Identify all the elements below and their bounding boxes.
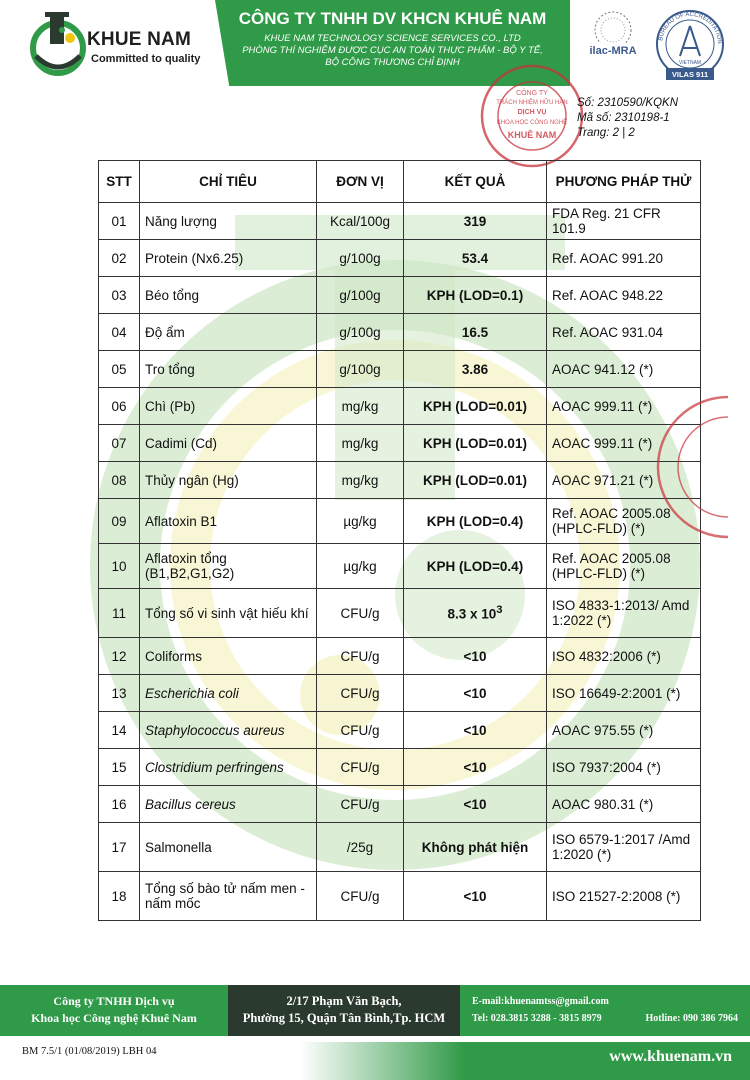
cell-stt: 01 [99, 203, 140, 240]
sample-code: Mã số: 2310198-1 [577, 112, 670, 124]
cell-phuong-phap: AOAC 999.11 (*) [547, 425, 701, 462]
header-don-vi: ĐƠN VỊ [317, 161, 404, 203]
footer-address-line-2: Phường 15, Quận Tân Bình,Tp. HCM [242, 1011, 446, 1025]
cell-phuong-phap: ISO 4832:2006 (*) [547, 638, 701, 675]
cell-ket-qua: KPH (LOD=0.1) [404, 277, 547, 314]
name-line-1: Aflatoxin tổng [145, 551, 227, 566]
cell-stt: 05 [99, 351, 140, 388]
cell-ket-qua: <10 [404, 872, 547, 921]
cell-phuong-phap: ISO 16649-2:2001 (*) [547, 675, 701, 712]
cell-chi-tieu: Salmonella [140, 823, 317, 872]
cell-stt: 09 [99, 499, 140, 544]
document-reference [577, 96, 678, 141]
cell-chi-tieu: Staphylococcus aureus [140, 712, 317, 749]
boa-label: VILAS 911 [671, 70, 709, 79]
footer-address [228, 985, 460, 1036]
cell-chi-tieu: Bacillus cereus [140, 786, 317, 823]
cell-ket-qua: KPH (LOD=0.01) [404, 388, 547, 425]
cell-don-vi: CFU/g [317, 638, 404, 675]
table-row [99, 749, 701, 786]
cell-phuong-phap: AOAC 975.55 (*) [547, 712, 701, 749]
cell-phuong-phap: FDA Reg. 21 CFR 101.9 [547, 203, 701, 240]
cell-ket-qua: KPH (LOD=0.01) [404, 462, 547, 499]
cell-don-vi: µg/kg [317, 499, 404, 544]
cell-stt: 16 [99, 786, 140, 823]
cell-chi-tieu: Protein (Nx6.25) [140, 240, 317, 277]
cell-ket-qua: 3.86 [404, 351, 547, 388]
cell-ket-qua: 16.5 [404, 314, 547, 351]
cell-chi-tieu: Cadimi (Cd) [140, 425, 317, 462]
website-link[interactable]: www.khuenam.vn [609, 1048, 732, 1065]
method-line-1: ISO 4833-1:2013/ Amd [552, 598, 690, 613]
footer-company [0, 985, 228, 1036]
brand-tagline: Committed to quality [91, 53, 201, 65]
brand-name: KHUE NAM [87, 29, 191, 50]
cell-stt: 15 [99, 749, 140, 786]
test-results-table [98, 160, 701, 921]
table-row [99, 589, 701, 638]
cell-stt: 18 [99, 872, 140, 921]
cell-phuong-phap [547, 823, 701, 872]
cell-phuong-phap: Ref. AOAC 991.20 [547, 240, 701, 277]
cell-ket-qua: KPH (LOD=0.4) [404, 544, 547, 589]
footer-contact [460, 985, 750, 1036]
cell-phuong-phap: AOAC 980.31 (*) [547, 786, 701, 823]
boa-country: VIETNAM [678, 60, 702, 66]
table-row [99, 786, 701, 823]
cell-phuong-phap: Ref. AOAC 948.22 [547, 277, 701, 314]
cell-don-vi: Kcal/100g [317, 203, 404, 240]
result-exponent: 3 [496, 604, 503, 617]
company-english-name: KHUE NAM TECHNOLOGY SCIENCE SERVICES CO., LTD [264, 33, 521, 44]
cell-stt: 17 [99, 823, 140, 872]
cell-don-vi: mg/kg [317, 425, 404, 462]
cell-chi-tieu: Béo tổng [140, 277, 317, 314]
cell-phuong-phap [547, 544, 701, 589]
lab-designation-line-2: BỘ CÔNG THƯƠNG CHỈ ĐỊNH [325, 57, 460, 68]
cell-chi-tieu: Coliforms [140, 638, 317, 675]
cell-ket-qua: 53.4 [404, 240, 547, 277]
cell-chi-tieu: Tro tổng [140, 351, 317, 388]
name-line-1: Tổng số bào tử nấm men - [145, 881, 305, 896]
cell-don-vi: CFU/g [317, 675, 404, 712]
lab-designation-line-1: PHÒNG THÍ NGHIỆM ĐƯỢC CỤC AN TOÀN THỰC PHẨM - BỘ Y TẾ, [242, 45, 543, 56]
footer-email: E-mail:khuenamtss@gmail.com [472, 996, 609, 1007]
table-row [99, 638, 701, 675]
seal-line-2: TRÁCH NHIỆM HỮU HẠN [496, 100, 568, 106]
cell-ket-qua [404, 589, 547, 638]
cell-stt: 03 [99, 277, 140, 314]
page-number: Trang: 2 | 2 [577, 127, 635, 139]
cell-stt: 11 [99, 589, 140, 638]
footer-phone-row [472, 1010, 738, 1027]
name-line-2: (B1,B2,G1,G2) [145, 566, 235, 581]
table-row [99, 240, 701, 277]
cell-ket-qua: 319 [404, 203, 547, 240]
header-ket-qua: KẾT QUẢ [404, 161, 547, 203]
cell-don-vi: /25g [317, 823, 404, 872]
cell-phuong-phap: ISO 21527-2:2008 (*) [547, 872, 701, 921]
cell-don-vi: g/100g [317, 314, 404, 351]
table-row [99, 203, 701, 240]
cell-stt: 07 [99, 425, 140, 462]
method-line-2: (HPLC-FLD) (*) [552, 566, 645, 581]
boa-accreditation-logo-icon [652, 6, 728, 84]
boa-ring-text: BUREAU OF ACCREDITATION [658, 11, 723, 45]
footer-company-line-1: Công ty TNHH Dịch vụ [53, 994, 175, 1008]
cell-chi-tieu: Độ ẩm [140, 314, 317, 351]
footer-address-line-1: 2/17 Phạm Văn Bạch, [286, 994, 402, 1008]
cell-phuong-phap: AOAC 971.21 (*) [547, 462, 701, 499]
table-header-row [99, 161, 701, 203]
table-row [99, 675, 701, 712]
cell-phuong-phap [547, 589, 701, 638]
cell-ket-qua: <10 [404, 712, 547, 749]
footer-hotline: Hotline: 090 386 7964 [645, 1013, 738, 1024]
cell-don-vi: g/100g [317, 277, 404, 314]
table-row [99, 314, 701, 351]
cell-stt: 13 [99, 675, 140, 712]
result-base: 8.3 x 10 [447, 606, 497, 622]
name-line-2: nấm mốc [145, 896, 201, 911]
report-number: Số: 2310590/KQKN [577, 97, 679, 109]
cell-ket-qua: <10 [404, 749, 547, 786]
method-line-1: ISO 6579-1:2017 /Amd [552, 832, 691, 847]
cell-don-vi: CFU/g [317, 712, 404, 749]
table-row [99, 823, 701, 872]
table-row [99, 462, 701, 499]
footer-company-line-2: Khoa học Công nghệ Khuê Nam [31, 1011, 197, 1025]
cell-ket-qua: <10 [404, 638, 547, 675]
table-row [99, 872, 701, 921]
cell-ket-qua: KPH (LOD=0.01) [404, 425, 547, 462]
seal-center-text: KHUÊ NAM [507, 130, 557, 140]
table-row [99, 277, 701, 314]
cell-stt: 10 [99, 544, 140, 589]
cell-chi-tieu: Escherichia coli [140, 675, 317, 712]
cell-stt: 04 [99, 314, 140, 351]
cell-stt: 12 [99, 638, 140, 675]
ilac-mra-logo-icon [578, 8, 648, 68]
cell-don-vi: g/100g [317, 351, 404, 388]
cell-chi-tieu: Năng lượng [140, 203, 317, 240]
cell-don-vi: mg/kg [317, 462, 404, 499]
cell-don-vi: CFU/g [317, 589, 404, 638]
seal-line-3: DỊCH VỤ [517, 109, 547, 116]
method-line-1: Ref. AOAC 2005.08 [552, 506, 671, 521]
cell-stt: 06 [99, 388, 140, 425]
cell-don-vi: CFU/g [317, 786, 404, 823]
seal-line-4: KHOA HỌC CÔNG NGHỆ [496, 120, 568, 126]
cell-ket-qua: KPH (LOD=0.4) [404, 499, 547, 544]
table-row [99, 544, 701, 589]
form-code: BM 7.5/1 (01/08/2019) LBH 04 [22, 1046, 157, 1057]
ilac-label: ilac-MRA [589, 45, 637, 57]
method-line-2: 1:2020 (*) [552, 847, 612, 862]
cell-chi-tieu: Thủy ngân (Hg) [140, 462, 317, 499]
method-line-1: Ref. AOAC 2005.08 [552, 551, 671, 566]
table-row [99, 351, 701, 388]
cell-don-vi: CFU/g [317, 872, 404, 921]
method-line-2: (HPLC-FLD) (*) [552, 521, 645, 536]
table-row [99, 712, 701, 749]
cell-ket-qua: <10 [404, 786, 547, 823]
cell-chi-tieu: Clostridium perfringens [140, 749, 317, 786]
header-chi-tieu: CHỈ TIÊU [140, 161, 317, 203]
cell-chi-tieu: Tổng số vi sinh vật hiếu khí [140, 589, 317, 638]
table-row [99, 388, 701, 425]
cell-chi-tieu [140, 544, 317, 589]
method-line-2: 1:2022 (*) [552, 613, 612, 628]
cell-stt: 08 [99, 462, 140, 499]
cell-ket-qua: Không phát hiện [404, 823, 547, 872]
company-subtitle [215, 33, 570, 69]
cell-phuong-phap: Ref. AOAC 931.04 [547, 314, 701, 351]
seal-line-1: CÔNG TY [516, 90, 548, 97]
table-row [99, 499, 701, 544]
header-phuong-phap: PHƯƠNG PHÁP THỬ [547, 161, 701, 203]
footer [0, 985, 750, 1036]
cell-don-vi: mg/kg [317, 388, 404, 425]
cell-phuong-phap: ISO 7937:2004 (*) [547, 749, 701, 786]
cell-chi-tieu: Chì (Pb) [140, 388, 317, 425]
cell-stt: 14 [99, 712, 140, 749]
cell-phuong-phap [547, 499, 701, 544]
header-stt: STT [99, 161, 140, 203]
cell-don-vi: µg/kg [317, 544, 404, 589]
cell-phuong-phap: AOAC 999.11 (*) [547, 388, 701, 425]
cell-stt: 02 [99, 240, 140, 277]
cell-don-vi: g/100g [317, 240, 404, 277]
table-row [99, 425, 701, 462]
footer-tel: Tel: 028.3815 3288 - 3815 8979 [472, 1013, 602, 1024]
company-title: CÔNG TY TNHH DV KHCN KHUÊ NAM [238, 9, 547, 28]
cell-chi-tieu: Aflatoxin B1 [140, 499, 317, 544]
cell-ket-qua: <10 [404, 675, 547, 712]
cell-chi-tieu [140, 872, 317, 921]
cell-don-vi: CFU/g [317, 749, 404, 786]
cell-phuong-phap: AOAC 941.12 (*) [547, 351, 701, 388]
